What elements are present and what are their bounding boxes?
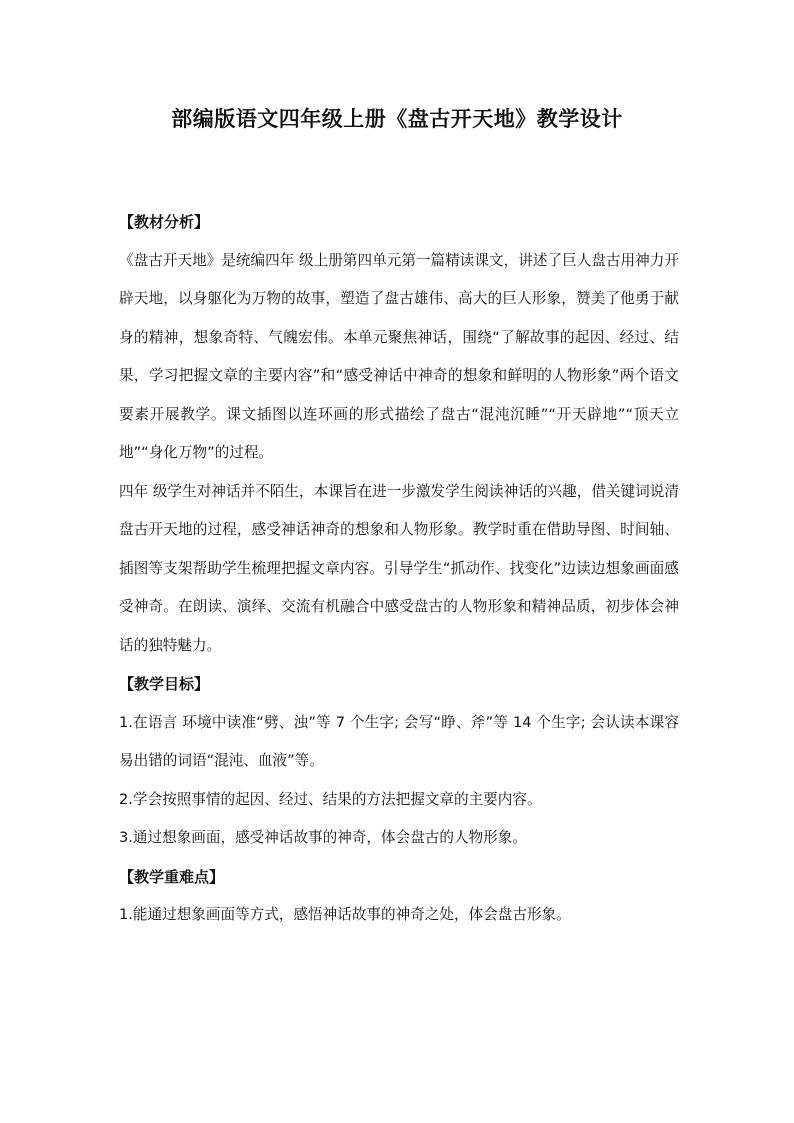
section-heading-goals: 【教学目标】 (119, 675, 210, 693)
section-heading-analysis: 【教材分析】 (119, 213, 210, 231)
section-heading-keypoints: 【教学重难点】 (119, 867, 225, 886)
analysis-paragraph-2: 四年 级学生对神话并不陌生，本课旨在进一步激发学生阅读神话的兴趣，借关键词说清盘古开天地的过程，感受神话神奇的想象和人物形象。教学时重在借助导图、时间轴、插图等支架帮助学生梳理把握文章内容。引导学生“抓动作、找变化”边读边想象画面感受神奇。在朗读、演绎、交流有机融合中感受盘古的人物形象和精神品质，初步体会神话的独特魅力。 (119, 482, 679, 654)
document-title: 部编版语文四年级上册《盘古开天地》教学设计 (171, 107, 623, 131)
keypoint-item-1: 1.能通过想象画面等方式，感悟神话故事的神奇之处，体会盘古形象。 (119, 906, 571, 923)
analysis-paragraph-1: 《盘古开天地》是统编四年 级上册第四单元第一篇精读课文，讲述了巨人盘古用神力开辟天地，以身躯化为万物的故事，塑造了盘古雄伟、高大的巨人形象，赞美了他勇于献身的精神，想象奇特、气魄宏伟。本单元聚焦神话，围绕“了解故事的起因、经过、结果，学习把握文章的主要内容”和“感受神话中神奇的想象和鲜明的人物形象”两个语文要素开展教学。课文插图以连环画的形式描绘了盘古“混沌沉睡”“开天辟地”“顶天立地”“身化万物”的过程。 (119, 251, 679, 461)
goal-item-1: 1.在语言 环境中读准“劈、浊”等 7 个生字; 会写“睁、斧”等 14 个生字; 会认读本课容易出错的词语“混沌、血液”等。 (119, 713, 679, 769)
document-body (119, 203, 679, 935)
goal-item-2: 2.学会按照事情的起因、经过、结果的方法把握文章的主要内容。 (119, 790, 542, 808)
goal-item-3: 3.通过想象画面，感受神话故事的神奇，体会盘古的人物形象。 (119, 829, 527, 846)
